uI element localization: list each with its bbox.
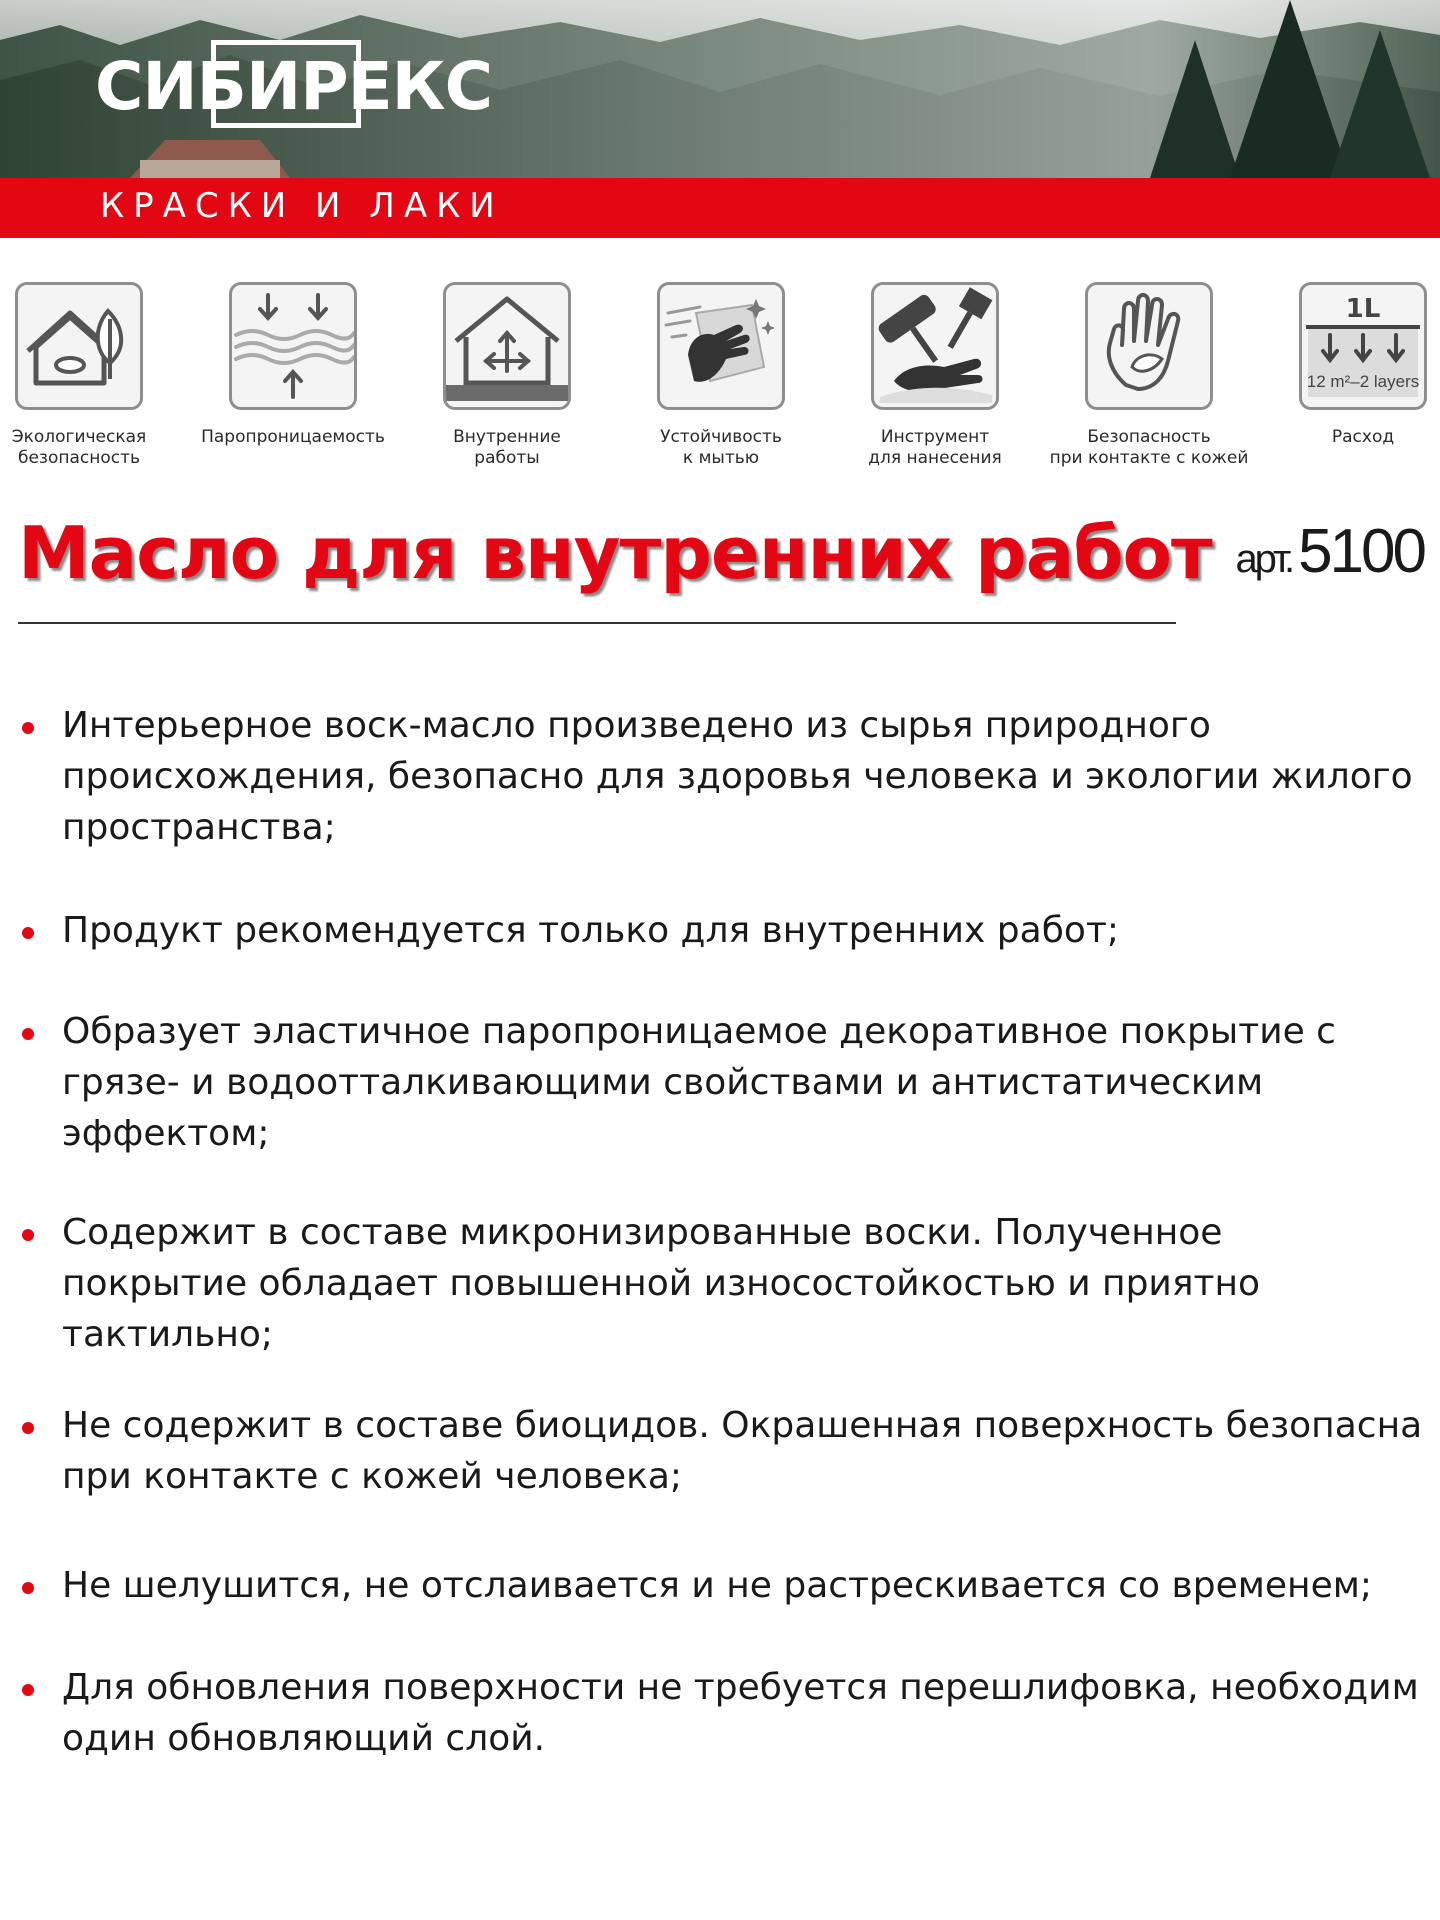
header-banner	[0, 0, 1440, 238]
eco-house-leaf-icon	[15, 282, 143, 410]
list-item-text: Не содержит в составе биоцидов. Окрашенная поверхность безопасна при контакте с кожей человека;	[62, 1405, 1423, 1497]
feature-caption: Паропроницаемость	[201, 427, 385, 447]
feature-application-tools	[828, 282, 1042, 472]
feature-skin-safety	[1042, 282, 1256, 472]
brand-logo	[95, 40, 495, 130]
article-number	[1235, 516, 1424, 587]
consumption-volume: 1L	[1345, 294, 1381, 324]
title-divider	[18, 622, 1176, 624]
product-title: Масло для внутренних работ	[18, 511, 1212, 595]
feature-consumption	[1256, 282, 1440, 472]
feature-caption: Расход	[1331, 427, 1395, 447]
article-value: 5100	[1298, 517, 1424, 586]
feature-vapor-permeability	[186, 282, 400, 472]
bullet-marker	[22, 1422, 34, 1434]
feature-interior-works	[400, 282, 614, 472]
bullet-marker	[22, 1028, 34, 1040]
bullet-marker	[22, 927, 34, 939]
list-item-text: Для обновления поверхности не требуется перешлифовка, необходим один обновляющий слой.	[62, 1667, 1419, 1759]
bullet-marker	[22, 1684, 34, 1696]
feature-caption: Экологическая безопасность	[11, 427, 147, 468]
feature-icons-row	[0, 282, 1440, 472]
feature-caption: Внутренние работы	[453, 427, 561, 468]
application-tools-icon	[871, 282, 999, 410]
list-item-text: Не шелушится, не отслаивается и не растрескивается со временем;	[62, 1565, 1373, 1606]
list-item-text: Продукт рекомендуется только для внутренних работ;	[62, 910, 1120, 951]
feature-caption: Устойчивость к мытью	[660, 427, 782, 468]
feature-caption: Безопасность при контакте с кожей	[1049, 427, 1249, 468]
brand-name: СИБИРЕКС	[95, 48, 493, 125]
list-item-text: Интерьерное воск-масло произведено из сырья природного происхождения, безопасно для здоровья человека и экологии жилого пространства;	[62, 705, 1413, 848]
skin-contact-hand-icon	[1085, 282, 1213, 410]
consumption-icon	[1299, 282, 1427, 410]
washable-hand-cloth-icon	[657, 282, 785, 410]
list-item-text: Образует эластичное паропроницаемое декоративное покрытие с грязе- и водоотталкивающими свойствами и антистатическим эффектом;	[62, 1011, 1336, 1154]
bullet-marker	[22, 1582, 34, 1594]
interior-works-house-icon	[443, 282, 571, 410]
list-item-text: Содержит в составе микронизированные воски. Полученное покрытие обладает повышенной износостойкостью и приятно тактильно;	[62, 1212, 1261, 1355]
vapor-permeability-icon	[229, 282, 357, 410]
brand-tagline: КРАСКИ И ЛАКИ	[100, 186, 504, 226]
consumption-rate: 12 m²–2 layers	[1306, 372, 1420, 391]
feature-caption: Инструмент для нанесения	[868, 427, 1002, 468]
feature-washability	[614, 282, 828, 472]
bullet-marker	[22, 722, 34, 734]
feature-eco-safety	[0, 282, 186, 472]
bullet-marker	[22, 1229, 34, 1241]
article-label: арт.	[1235, 537, 1293, 581]
